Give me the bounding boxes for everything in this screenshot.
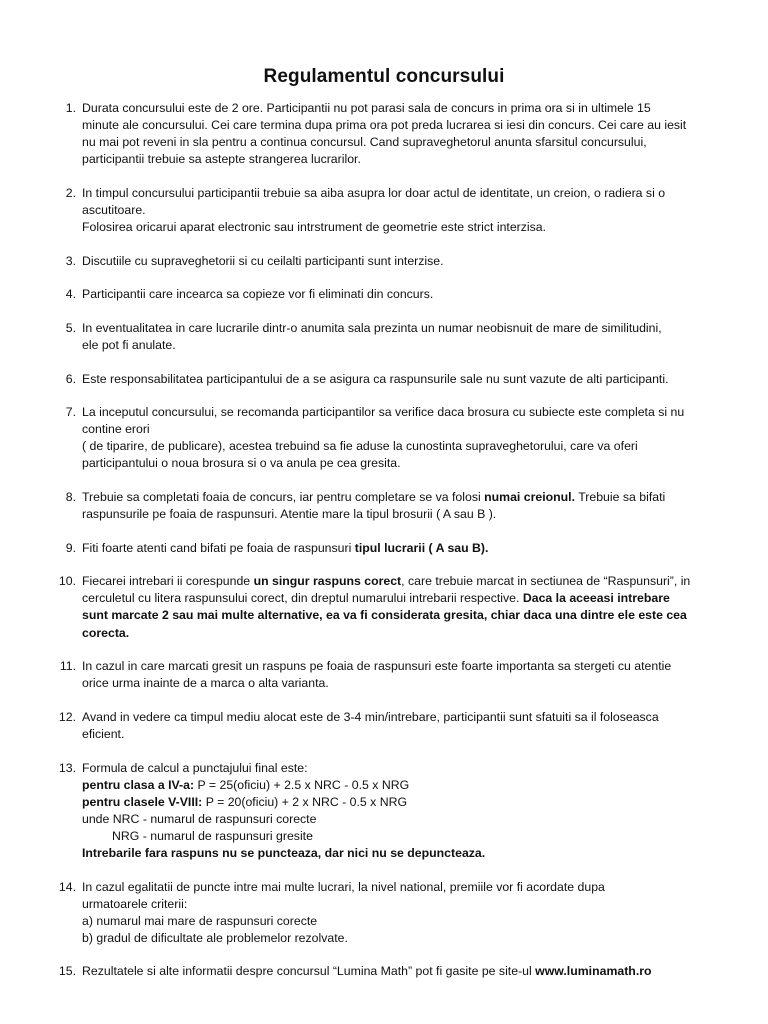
rule-line: [82, 896, 734, 913]
rule-line: [82, 913, 734, 930]
rule-text: ( de tiparire, de publicare), acestea trebuind sa fie aduse la cunostinta supraveghetorului, care va oferi: [82, 439, 638, 454]
rule-text: P = 25(oficiu) + 2.5 x NRC - 0.5 x NRG: [194, 777, 410, 792]
rule-item: [54, 489, 734, 523]
rule-line: [82, 930, 734, 947]
rule-line: [82, 337, 734, 354]
rule-text-bold: un singur raspuns corect: [253, 574, 402, 589]
rule-number: 3 .: [54, 253, 76, 270]
rule-item: [54, 658, 734, 692]
rule-text: Folosirea oricarui aparat electronic sau intrstrument de geometrie este strict interzisa.: [82, 220, 547, 235]
rule-text-bold: sunt marcate 2 sau mai multe alternative, ea va fi considerata gresita, chiar daca una dintre ele este cea: [82, 608, 687, 623]
rule-text: In eventualitatea in care lucrarile dintr-o anumita sala prezinta un numar neobisnuit de mare de similitudini,: [82, 320, 662, 335]
rule-text: minute ale concursului. Cei care termina dupa prima ora pot preda lucrarea si iesi din concurs. Cei care au iesit: [82, 118, 687, 133]
rule-text: urmatoarele criterii:: [82, 896, 188, 911]
rule-text: , care trebuie marcat in sectiunea de “Raspunsuri”, in: [401, 574, 691, 589]
rule-text: nu mai pot reveni in sla pentru a continua concursul. Cand supraveghetorul anunta sfarsitul concursului,: [82, 135, 647, 150]
rule-number: 7 .: [54, 404, 76, 421]
rule-line: [82, 675, 734, 692]
rule-text: raspunsurile pe foaia de raspunsuri. Atentie mare la tipul brosurii ( A sau B ).: [82, 507, 497, 522]
rule-text: Durata concursului este de 2 ore. Participantii nu pot parasi sala de concurs in prima ora si in ultimele 15: [82, 101, 651, 115]
rule-item: [54, 286, 734, 303]
rule-item: [54, 709, 734, 743]
rule-line: [82, 100, 734, 117]
rule-text: a) numarul mai mare de raspunsuri corecte: [82, 913, 318, 928]
rule-text: orice urma inainte de a marca o alta varianta.: [82, 676, 329, 691]
rule-text: unde NRC - numarul de raspunsuri corecte: [82, 811, 317, 826]
rule-item: [54, 540, 734, 557]
rule-line: [82, 455, 734, 472]
rule-text: Fiti foarte atenti cand bifati pe foaia de raspunsuri: [82, 540, 355, 555]
rule-item: [54, 100, 734, 168]
rule-text-bold: Intrebarile fara raspuns nu se puncteaza, dar nici nu se depuncteaza.: [82, 846, 486, 860]
rule-line: [82, 253, 734, 270]
rule-line: [82, 573, 734, 590]
rule-number: 10 .: [54, 573, 76, 590]
rule-text: Rezultatele si alte informatii despre concursul “Lumina Math” pot fi gasite pe site-ul: [82, 964, 536, 979]
rule-item: [54, 320, 734, 354]
rule-text-bold: corecta.: [82, 625, 130, 640]
rule-line: [82, 726, 734, 743]
rule-line: [82, 709, 734, 726]
rule-line: [82, 607, 734, 624]
rule-line: [82, 963, 734, 980]
rule-text: participantii trebuie sa astepte strangerea lucrarilor.: [82, 152, 361, 167]
rule-item: [54, 253, 734, 270]
rule-number: 14 .: [54, 879, 76, 896]
rule-line: [82, 371, 734, 388]
rule-number: 11 .: [54, 658, 76, 675]
rule-text: Trebuie sa bifati: [575, 490, 666, 504]
rule-text: Trebuie sa completati foaia de concurs, iar pentru completare se va folosi: [82, 490, 485, 504]
rule-line: [82, 828, 734, 845]
rule-text: participantului o noua brosura si o va anula pe cea gresita.: [82, 456, 401, 471]
rule-line: [82, 286, 734, 303]
rule-text: Este responsabilitatea participantului de a se asigura ca raspunsurile sale nu sunt vazute de alti participanti.: [82, 371, 669, 386]
rule-line: [82, 421, 734, 438]
rule-number: 4 .: [54, 286, 76, 303]
rule-number: 5 .: [54, 320, 76, 337]
rule-line: [82, 760, 734, 777]
rule-number: 15 .: [54, 963, 76, 980]
rule-text: cerculetul cu litera raspunsului corect, din dreptul numarului intrebarii respective.: [82, 591, 523, 606]
rule-text: Participantii care incearca sa copieze vor fi eliminati din concurs.: [82, 287, 434, 302]
rule-item: [54, 404, 734, 472]
rule-text: ascutitoare.: [82, 202, 146, 217]
rule-line: [82, 134, 734, 151]
rule-line: [82, 506, 734, 523]
rule-text: In timpul concursului participantii trebuie sa aiba asupra lor doar actul de identitate, un creion, o radiera si o: [82, 185, 666, 200]
rule-number: 13 .: [54, 760, 76, 777]
rule-item: [54, 371, 734, 388]
rule-text-bold: pentru clasele V-VIII:: [82, 794, 203, 809]
rule-text-bold: tipul lucrarii ( A sau B).: [354, 540, 489, 555]
rule-text: La inceputul concursului, se recomanda participantilor sa verifice daca brosura cu subiecte este completa si nu: [82, 405, 685, 420]
rule-line: [82, 845, 734, 862]
rule-text: NRG - numarul de raspunsuri gresite: [112, 828, 313, 843]
rule-text-bold: www.luminamath.ro: [535, 964, 652, 979]
rule-line: [82, 811, 734, 828]
rule-item: [54, 879, 734, 947]
rule-line: [82, 879, 734, 896]
rule-number: 2 .: [54, 185, 76, 202]
rule-item: [54, 963, 734, 980]
rules-list: [54, 100, 734, 997]
rule-line: [82, 590, 734, 607]
rule-text: ele pot fi anulate.: [82, 337, 176, 352]
rule-number: 6 .: [54, 371, 76, 388]
rule-line: [82, 777, 734, 794]
rule-text: Avand in vedere ca timpul mediu alocat este de 3-4 min/intrebare, participantii sunt sfatuiti sa il foloseasca: [82, 709, 659, 724]
rule-number: 8 .: [54, 489, 76, 506]
rule-line: [82, 625, 734, 642]
rule-text-bold: numai creionul.: [484, 490, 576, 504]
rule-text-bold: pentru clasa a IV-a:: [82, 777, 195, 792]
rule-line: [82, 320, 734, 337]
rule-text: Discutiile cu supraveghetorii si cu ceilalti participanti sunt interzise.: [82, 253, 444, 268]
rule-line: [82, 794, 734, 811]
rule-text: P = 20(oficiu) + 2 x NRC - 0.5 x NRG: [202, 794, 408, 809]
rule-item: [54, 760, 734, 863]
rule-number: 12 .: [54, 709, 76, 726]
rule-item: [54, 185, 734, 236]
document-title: Regulamentul concursului: [263, 66, 505, 87]
rule-text: In cazul egalitatii de puncte intre mai multe lucrari, la nivel national, premiile vor fi acordate dupa: [82, 879, 605, 894]
rule-item: [54, 573, 734, 641]
rule-text: b) gradul de dificultate ale problemelor rezolvate.: [82, 930, 348, 945]
rule-number: 1 .: [54, 100, 76, 117]
rule-line: [82, 658, 734, 675]
rule-line: [82, 219, 734, 236]
rule-line: [82, 438, 734, 455]
rule-line: [82, 151, 734, 168]
rule-line: [82, 185, 734, 202]
rule-text: Formula de calcul a punctajului final este:: [82, 760, 308, 775]
rule-text: eficient.: [82, 726, 125, 741]
rule-line: [82, 117, 734, 134]
rule-line: [82, 202, 734, 219]
rule-text: contine erori: [82, 422, 150, 437]
rule-line: [82, 489, 734, 506]
rule-text: Fiecarei intrebari ii corespunde: [82, 574, 254, 589]
rule-line: [82, 404, 734, 421]
rule-number: 9 .: [54, 540, 76, 557]
rule-text: In cazul in care marcati gresit un raspuns pe foaia de raspunsuri este foarte importanta sa stergeti cu atentie: [82, 659, 672, 674]
rule-text-bold: Daca la aceeasi intrebare: [522, 591, 670, 606]
rule-line: [82, 540, 734, 557]
